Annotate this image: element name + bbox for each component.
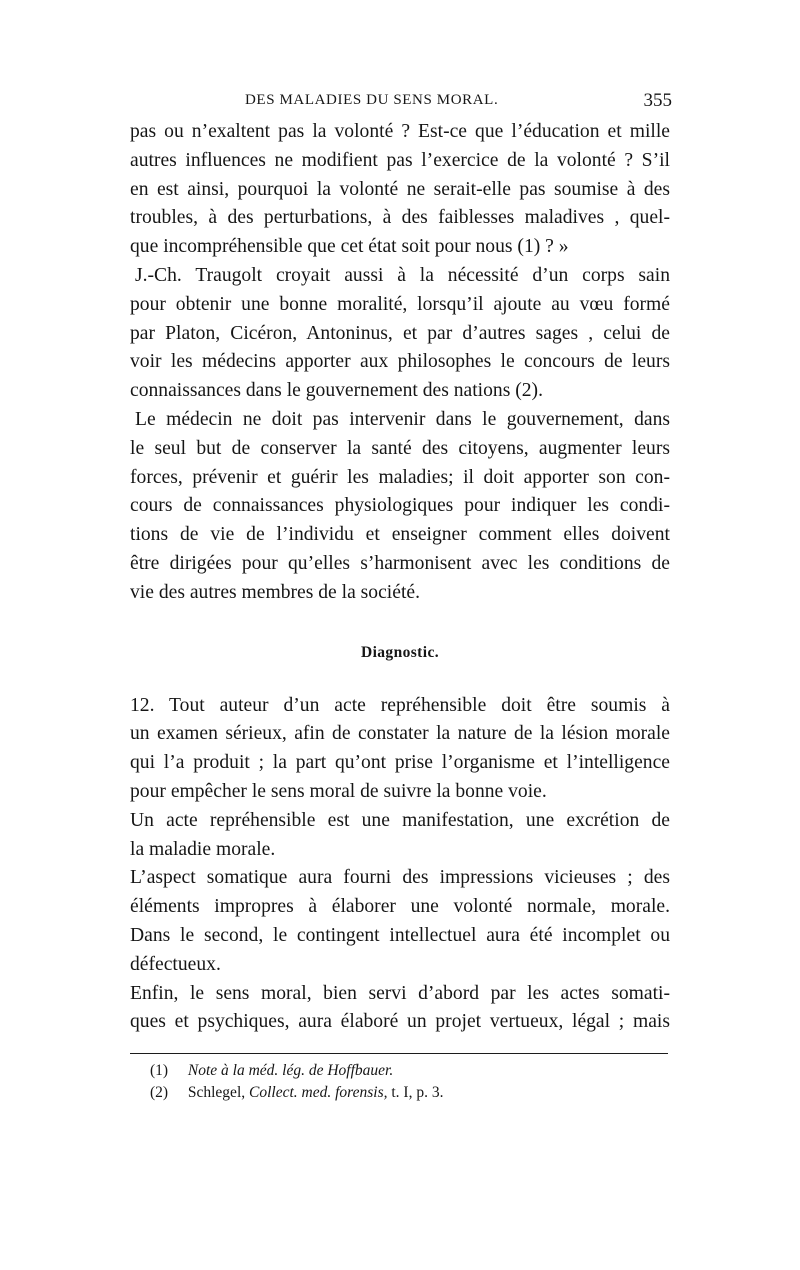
footnote-2 [150,1082,670,1104]
text-line: ques et psychiques, aura élaboré un projet vertueux, légal ; mais [130,1011,670,1033]
paragraph [130,118,670,262]
footnote-author: Schlegel, [187,1084,246,1102]
text-line: voir les médecins apporter aux philosophes le concours de leurs [130,351,670,373]
text-line: que incompréhensible que cet état soit pour nous (1) ? » [130,236,569,258]
running-head [130,88,670,118]
text-line: autres influences ne modifient pas l’exercice de la volonté ? S’il [130,149,670,171]
text-line: pas ou n’exaltent pas la volonté ? Est-ce que l’éducation et mille [130,121,670,142]
text-line: troubles, à des perturbations, à des faiblesses maladives , quel- [130,207,670,229]
paragraph [130,864,670,979]
text-line: la maladie morale. [130,838,276,860]
footnote-1 [150,1060,670,1082]
running-title: DES MALADIES DU SENS MORAL. [245,92,499,108]
text-line: connaissances dans le gouvernement des nations (2). [130,380,543,402]
text-line: pour empêcher le sens moral de suivre la bonne voie. [130,780,547,802]
section-heading: Diagnostic. [360,643,440,661]
paragraph [130,406,670,608]
text-line: Un acte repréhensible est une manifestation, une excrétion de [130,809,670,831]
text-line: Enfin, le sens moral, bien servi d’abord par les actes somati- [130,982,670,1004]
paragraph [130,262,670,406]
text-line: Le médecin ne doit pas intervenir dans le gouvernement, dans [135,408,670,430]
page-number: 355 [643,90,672,111]
footnote-text: Note à la méd. lég. de Hoffbauer. [187,1062,394,1080]
text-line: éléments impropres à élaborer une volonté normale, morale. [130,896,670,918]
text-line: qui l’a produit ; la part qu’ont prise l’organisme et l’intelligence [130,752,670,774]
paragraph [130,980,670,1038]
footnote-title: Collect. med. forensis, [249,1084,388,1102]
text-line: tions de vie de l’individu et enseigner comment elles doivent [130,524,670,546]
book-page [130,88,670,1104]
text-line: défectueux. [130,953,221,975]
paragraph [130,807,670,865]
footnote-rule [130,1053,668,1054]
text-line: Dans le second, le contingent intellectuel aura été incomplet ou [130,924,670,946]
text-line: un examen sérieux, afin de constater la nature de la lésion morale [130,723,670,745]
text-line: forces, prévenir et guérir les maladies; il doit apporter son con- [130,466,670,488]
text-line: 12. Tout auteur d’un acte repréhensible doit être soumis à [130,694,670,716]
text-line: J.-Ch. Traugolt croyait aussi à la nécessité d’un corps sain [135,264,670,286]
text-line: vie des autres membres de la société. [130,581,420,603]
text-line: L’aspect somatique aura fourni des impressions vicieuses ; des [130,867,670,889]
footnote-marker: (2) [150,1084,169,1102]
text-line: être dirigées pour qu’elles s’harmonisent avec les conditions de [130,552,670,574]
footnote-marker: (1) [150,1062,169,1080]
text-line: pour obtenir une bonne moralité, lorsqu’il ajoute au vœu formé [130,293,670,315]
text-line: par Platon, Cicéron, Antoninus, et par d’autres sages , celui de [130,322,670,344]
paragraph [130,692,670,807]
footnote-reference: t. I, p. 3. [391,1084,444,1102]
text-line: le seul but de conserver la santé des citoyens, augmenter leurs [130,437,670,459]
text-line: cours de connaissances physiologiques pour indiquer les condi- [130,495,670,517]
text-line: en est ainsi, pourquoi la volonté ne serait-elle pas soumise à des [130,178,670,200]
footnotes [130,1060,670,1104]
